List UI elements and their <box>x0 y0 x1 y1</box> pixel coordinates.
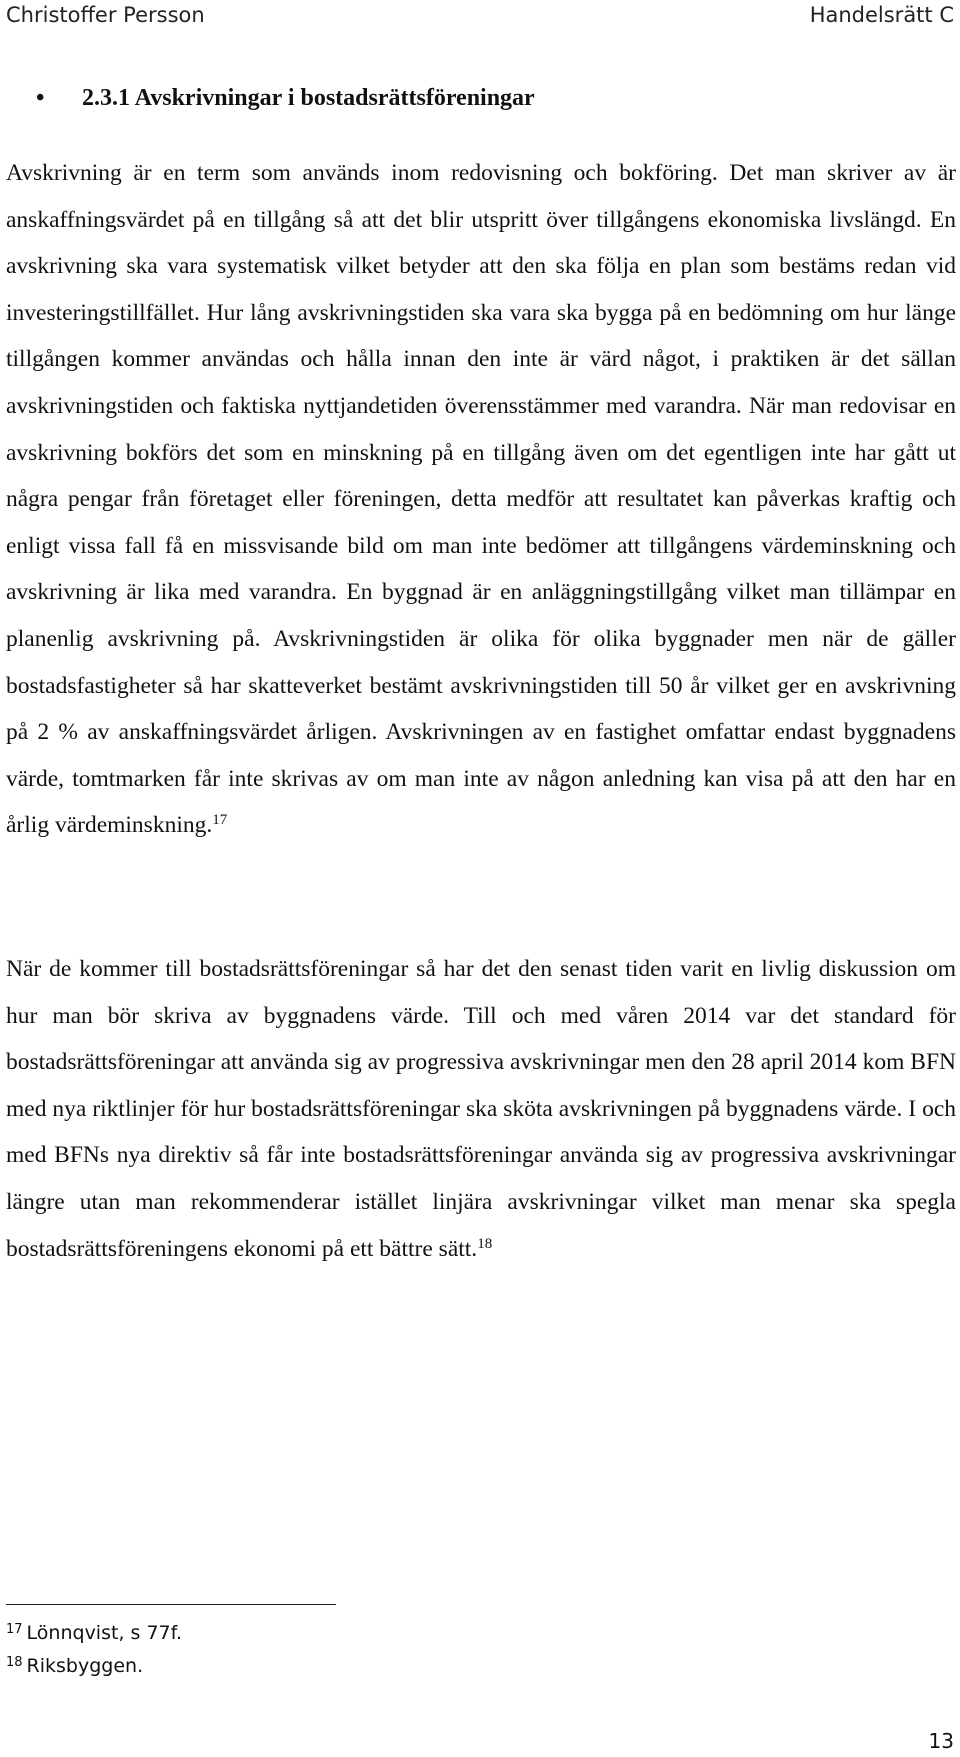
section-title: 2.3.1 Avskrivningar i bostadsrättsföreningar <box>82 85 535 111</box>
footnote-number: 18 <box>6 1655 23 1670</box>
bullet-icon: • <box>36 85 45 111</box>
footnote-text: Lönnqvist, s 77f. <box>26 1622 182 1644</box>
body-paragraph <box>6 946 956 1272</box>
footnote-separator <box>6 1604 336 1605</box>
footnote-reference[interactable]: 17 <box>212 812 228 829</box>
header-author: Christoffer Persson <box>6 3 205 27</box>
paragraph-text: Avskrivning är en term som används inom redovisning och bokföring. Det man skriver av är anskaffningsvärdet på en tillgång så att det blir utspritt över tillgångens ekonomiska livslängd. En avskrivning ska vara systematisk vilket betyder att den ska följa en plan som bestäms redan vid investeringstillfället. Hur lång avskrivningstiden ska vara ska bygga på en bedömning om hur länge tillgången kommer användas och hålla innan den inte är värd något, i praktiken är det sällan avskrivningstiden och faktiska nyttjandetiden överensstämmer med varandra. När man redovisar en avskrivning bokförs det som en minskning på en tillgång även om det egentligen inte har gått ut några pengar från företaget eller föreningen, detta medför att resultatet kan påverkas kraftig och enligt vissa fall få en missvisande bild om man inte bedömer att tillgångens värdeminskning och avskrivning är lika med varandra. En byggnad är en anläggningstillgång vilket man tillämpar en planenlig avskrivning på. Avskrivningstiden är olika för olika byggnader men när de gäller bostadsfastigheter så har skatteverket bestämt avskrivningstiden till 50 år vilket ger en avskrivning på 2 % av anskaffningsvärdet årligen. Avskrivningen av en fastighet omfattar endast byggnadens värde, tomtmarken får inte skrivas av om man inte av någon anledning kan visa på att den har en årlig värdeminskning. <box>6 160 956 839</box>
footnote <box>6 1653 143 1679</box>
footnote-reference[interactable]: 18 <box>477 1235 493 1252</box>
footnote-number: 17 <box>6 1622 23 1637</box>
header-course: Handelsrätt C <box>809 3 954 27</box>
body-paragraph <box>6 150 956 849</box>
section-heading <box>36 80 535 116</box>
page-number: 13 <box>928 1729 954 1753</box>
footnote <box>6 1620 182 1646</box>
footnote-text: Riksbyggen. <box>26 1655 144 1677</box>
paragraph-text: När de kommer till bostadsrättsföreningar så har det den senast tiden varit en livlig diskussion om hur man bör skriva av byggnadens värde. Till och med våren 2014 var det standard för bostadsrättsföreningar att använda sig av progressiva avskrivningar men den 28 april 2014 kom BFN med nya riktlinjer för hur bostadsrättsföreningar ska sköta avskrivningen på byggnadens värde. I och med BFNs nya direktiv så får inte bostadsrättsföreningar använda sig av progressiva avskrivningar längre utan man rekommenderar istället linjära avskrivningar vilket man menar ska spegla bostadsrättsföreningens ekonomi på ett bättre sätt. <box>6 956 956 1262</box>
